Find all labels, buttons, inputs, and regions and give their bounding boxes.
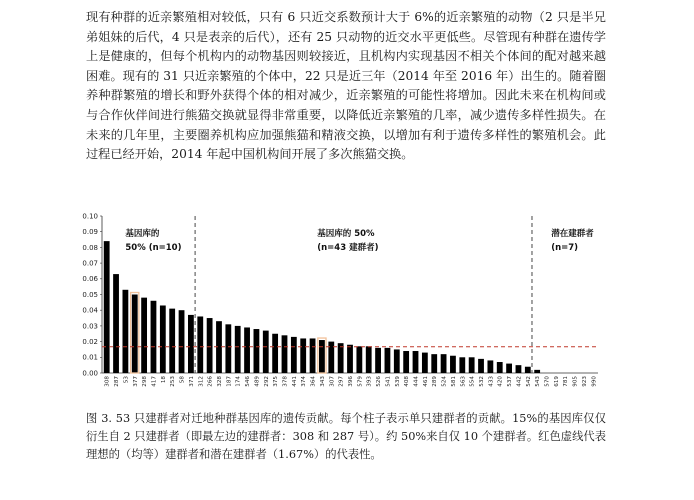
x-tick-label: 307 xyxy=(329,376,336,387)
x-tick-label: 554 xyxy=(469,376,476,387)
bar-543 xyxy=(534,370,540,373)
bar-461 xyxy=(422,353,428,373)
y-tick-label: 0.00 xyxy=(82,369,98,378)
y-tick-label: 0.09 xyxy=(82,228,98,237)
bar-58 xyxy=(179,310,185,373)
x-tick-label: 546 xyxy=(245,376,252,387)
bar-371 xyxy=(188,315,194,373)
x-tick-label: 444 xyxy=(413,376,420,387)
bar-417 xyxy=(151,301,157,373)
x-tick-label: 58 xyxy=(179,376,186,384)
bar-312 xyxy=(197,316,203,373)
bar-374 xyxy=(300,338,306,373)
bar-441 xyxy=(291,337,297,373)
bar-489 xyxy=(254,329,260,373)
bar-266 xyxy=(207,318,213,373)
x-tick-label: 396 xyxy=(348,376,354,387)
bar-187 xyxy=(225,324,231,373)
y-tick-label: 0.01 xyxy=(82,353,98,362)
x-tick-label: 541 xyxy=(385,376,392,387)
x-tick-label: 537 xyxy=(507,376,514,387)
region-label-2-title: 基因库的 50% xyxy=(317,229,375,239)
x-tick-label: 408 xyxy=(404,376,411,387)
x-tick-label: 563 xyxy=(460,376,467,387)
bar-581 xyxy=(450,356,456,373)
x-tick-label: 433 xyxy=(488,376,495,387)
x-tick-label: 377 xyxy=(132,376,139,387)
bar-554 xyxy=(469,357,475,373)
region-label-2-sub: (n=43 建群者) xyxy=(317,243,379,253)
bar-343 xyxy=(319,340,325,373)
region-label-1-title: 基因库的 xyxy=(125,229,160,239)
bar-18 xyxy=(160,305,166,373)
bar-444 xyxy=(413,351,419,373)
x-tick-label: 371 xyxy=(188,376,195,387)
bar-563 xyxy=(459,357,465,373)
x-tick-label: 375 xyxy=(273,376,280,387)
bar-537 xyxy=(506,364,512,373)
x-tick-label: 292 xyxy=(263,376,270,387)
x-tick-label: 532 xyxy=(479,376,486,387)
bar-393 xyxy=(366,346,372,373)
x-tick-label: 308 xyxy=(104,376,111,387)
x-tick-label: 781 xyxy=(563,376,570,387)
x-tick-label: 543 xyxy=(535,376,542,387)
bar-539 xyxy=(394,349,400,373)
region-label-3-sub: (n=7) xyxy=(551,243,579,253)
x-tick-label: 374 xyxy=(301,376,308,387)
y-tick-label: 0.10 xyxy=(82,212,98,221)
x-tick-label: 489 xyxy=(254,376,261,387)
x-tick-label: 289 xyxy=(432,376,439,387)
bar-442 xyxy=(516,365,522,373)
bar-541 xyxy=(385,348,391,373)
bar-579 xyxy=(356,346,362,373)
bar-433 xyxy=(487,360,493,373)
y-tick-label: 0.04 xyxy=(82,306,98,315)
bar-308 xyxy=(104,241,110,373)
x-tick-label: 524 xyxy=(441,376,448,387)
x-tick-label: 343 xyxy=(319,376,326,387)
x-tick-label: 442 xyxy=(516,376,523,387)
bar-287 xyxy=(113,274,119,373)
x-tick-label: 905 xyxy=(572,376,579,387)
x-tick-label: 53 xyxy=(123,376,130,384)
bar-53 xyxy=(122,290,128,373)
bar-396 xyxy=(347,345,353,373)
y-tick-label: 0.02 xyxy=(82,338,98,346)
x-tick-label: 990 xyxy=(591,376,598,387)
body-text: 现有种群的近亲繁殖相对较低，只有 6 只近交系数预计大于 6%的近亲繁殖的动物（2 只是半兄弟姐妹的后代，4 只是表亲的后代），还有 25 只动物的近交水平更低些。尽管现有种群在遗传学上是健康的，但每个机构内的动物基因则较接近，且机构内实现基因不相关个体间的配对越来越困难。现有的 31 只近亲繁殖的个体中，22 只是近三年（2014 年至 2016 年）出生的。随着圈养种群繁殖的增长和野外获得个体的相对减少，近亲繁殖的可能性将增加。因此未来在机构间或与合作伙伴间进行熊猫交换就显得非常重要，以降低近亲繁殖的几率，减少遗传多样性损失。在未来的几年里，主要圈养机构应加强熊猫和精液交换，以增加有利于遗传多样性的繁殖机会。此过程已经开始，2014 年起中国机构间开展了多次熊猫交换。 xyxy=(86,10,606,162)
x-tick-label: 297 xyxy=(338,376,345,387)
x-tick-label: 393 xyxy=(366,376,373,387)
x-tick-label: 619 xyxy=(553,376,560,387)
x-tick-label: 570 xyxy=(544,376,551,387)
body-paragraph xyxy=(86,8,606,165)
y-tick-label: 0.05 xyxy=(82,290,98,299)
x-tick-label: 364 xyxy=(310,376,317,387)
chart-svg xyxy=(76,208,604,404)
bar-364 xyxy=(310,338,316,373)
bar-546 xyxy=(244,327,250,373)
bar-377 xyxy=(132,295,138,374)
x-tick-label: 539 xyxy=(394,376,401,387)
y-tick-label: 0.06 xyxy=(82,275,98,284)
bar-526 xyxy=(375,348,381,373)
x-tick-label: 312 xyxy=(198,376,205,387)
bar-375 xyxy=(272,334,278,373)
bar-378 xyxy=(282,335,288,373)
bar-298 xyxy=(141,298,147,373)
x-tick-label: 378 xyxy=(282,376,289,387)
bar-297 xyxy=(338,343,344,373)
x-tick-label: 542 xyxy=(525,376,532,387)
x-tick-label: 420 xyxy=(497,376,504,387)
bar-292 xyxy=(263,331,269,373)
x-tick-label: 253 xyxy=(170,376,177,387)
x-tick-label: 287 xyxy=(114,376,121,387)
x-tick-label: 328 xyxy=(216,376,223,387)
bar-253 xyxy=(169,309,175,373)
x-tick-label: 526 xyxy=(376,376,383,387)
bar-420 xyxy=(497,362,503,373)
x-tick-label: 417 xyxy=(151,376,158,387)
figure-caption xyxy=(86,410,606,464)
founder-contribution-chart xyxy=(76,208,604,404)
x-tick-label: 18 xyxy=(160,376,167,384)
y-tick-label: 0.08 xyxy=(82,243,98,252)
x-tick-label: 461 xyxy=(422,376,429,387)
y-tick-label: 0.03 xyxy=(82,322,98,331)
bar-542 xyxy=(525,367,531,373)
y-tick-label: 0.07 xyxy=(82,259,98,268)
x-tick-label: 174 xyxy=(235,376,242,387)
bar-532 xyxy=(478,359,484,373)
x-tick-label: 266 xyxy=(207,376,214,387)
bar-524 xyxy=(441,354,447,373)
x-tick-label: 579 xyxy=(357,376,364,387)
x-tick-label: 441 xyxy=(291,376,298,387)
caption-text: 图 3. 53 只建群者对迁地种群基因库的遗传贡献。每个柱子表示单只建群者的贡献。15%的基因库仅仅衍生自 2 只建群者（即最左边的建群者：308 和 287 号）。约 50%来自仅 10 个建群者。红色虚线代表理想的（均等）建群者和潜在建群者（1.67%）的代表性。 xyxy=(86,412,606,461)
x-tick-label: 581 xyxy=(450,376,457,387)
x-tick-label: 298 xyxy=(142,376,149,387)
region-label-1-sub: 50% (n=10) xyxy=(125,243,182,253)
x-tick-label: 187 xyxy=(226,376,233,387)
bar-289 xyxy=(431,354,437,373)
x-tick-label: 923 xyxy=(581,376,588,387)
region-label-3-title: 潜在建群者 xyxy=(551,229,594,239)
bar-408 xyxy=(403,351,409,373)
bar-174 xyxy=(235,326,241,373)
